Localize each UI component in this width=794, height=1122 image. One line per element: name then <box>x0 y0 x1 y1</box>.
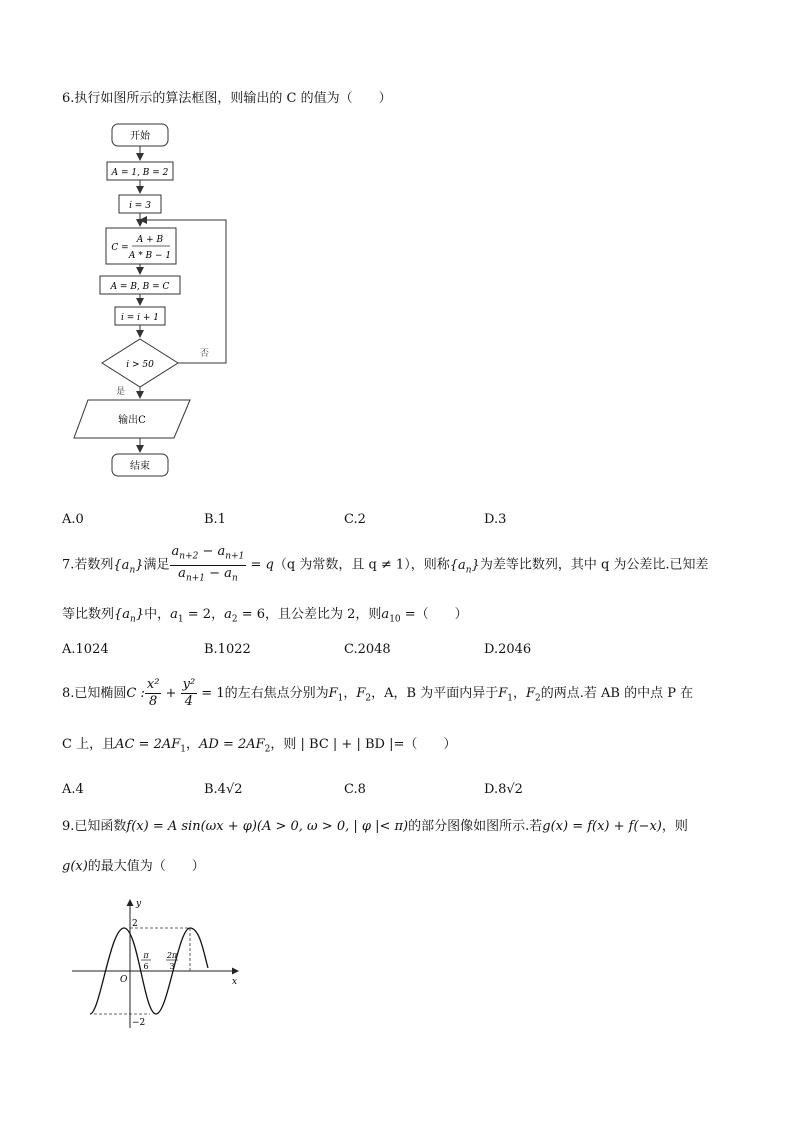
tick-2pi-3-den: 3 <box>169 962 175 971</box>
q8-option-a[interactable]: A.4 <box>62 782 84 797</box>
algorithm-flowchart <box>60 118 280 488</box>
q7-option-c[interactable]: C.2048 <box>344 642 391 657</box>
q7-option-d[interactable]: D.2046 <box>484 642 532 657</box>
flow-init-text: A = 1, B = 2 <box>111 168 169 178</box>
q7-fraction: $\frac{a_{n+2} - a_{n+1}}{a_{n+1} - a_n}$ <box>171 544 245 584</box>
q6-option-c[interactable]: C.2 <box>344 512 366 527</box>
x-axis-label: x <box>232 977 238 987</box>
flow-condition-text: i > 50 <box>126 360 154 370</box>
question-8-line-1: 8.已知椭圆C : $\frac{\text{x²}}{8}$ + $\frac{\text{y²}}{4}$ = 1的左右焦点分别为$F_1$，$F_2$，A，B 为平面内异于$F_1$，$F_2$的两点.若 AB 的中点 P 在 <box>62 677 694 709</box>
q7-option-a[interactable]: A.1024 <box>62 642 109 657</box>
q8-option-b[interactable]: B.4√2 <box>204 782 243 797</box>
sine-graph <box>66 894 246 1034</box>
flow-yes-label: 是 <box>116 387 126 397</box>
flow-compute-lhs: C = <box>111 243 129 253</box>
tick-pi-6-num: π <box>143 951 149 960</box>
y-axis-label: y <box>136 899 142 909</box>
flow-compute-numerator: A + B <box>136 235 164 245</box>
flow-assign-text: A = B, B = C <box>110 282 170 292</box>
question-9-line-2: g(x)的最大值为（ ） <box>62 859 205 874</box>
flow-loop-init-text: i = 3 <box>129 201 151 211</box>
flow-increment-text: i = i + 1 <box>120 313 160 323</box>
q6-option-d[interactable]: D.3 <box>484 512 507 527</box>
question-9-line-1: 9.已知函数f(x) = A sin(ωx + φ)(A > 0, ω > 0, | φ |< π)的部分图像如图所示.若g(x) = f(x) + f(−x)，则 <box>62 819 688 834</box>
q8-option-d[interactable]: D.8√2 <box>484 782 523 797</box>
question-7-line-2: 等比数列$\{a_n\}$中，$a_1 = 2$，$a_2 = 6$，且公差比为 2，则$a_{10}$ =（ ） <box>62 607 468 625</box>
flow-no-label: 否 <box>200 349 210 359</box>
q6-option-a[interactable]: A.0 <box>62 512 84 527</box>
tick-pi-6-den: 6 <box>143 962 149 971</box>
flow-compute-denominator: A * B − 1 <box>128 251 172 261</box>
flow-output-text: 输出C <box>118 415 146 426</box>
ymax-label: 2 <box>132 919 138 929</box>
tick-2pi-3-num: 2π <box>166 951 178 960</box>
q6-option-b[interactable]: B.1 <box>204 512 226 527</box>
flow-end-text: 结束 <box>130 461 150 472</box>
question-7-line-1: 7.若数列$\{a_n\}$满足 $\frac{a_{n+2} - a_{n+1}}{a_{n+1} - a_n}$ = q（q 为常数，且 q ≠ 1），则称$\{a_n\}$为差等比数列，其中 q 为公差比.已知差 <box>62 544 709 588</box>
ymin-label: −2 <box>132 1018 146 1028</box>
q8-option-c[interactable]: C.8 <box>344 782 366 797</box>
origin-label: O <box>120 975 128 985</box>
question-8-line-2: C 上，且AC = $2AF_1$，AD = $2AF_2$，则 | BC | + | BD |=（ ） <box>62 737 457 755</box>
q7-option-b[interactable]: B.1022 <box>204 642 251 657</box>
flow-start-text: 开始 <box>130 131 150 142</box>
question-6-stem: 6.执行如图所示的算法框图，则输出的 C 的值为（ ） <box>62 91 392 106</box>
